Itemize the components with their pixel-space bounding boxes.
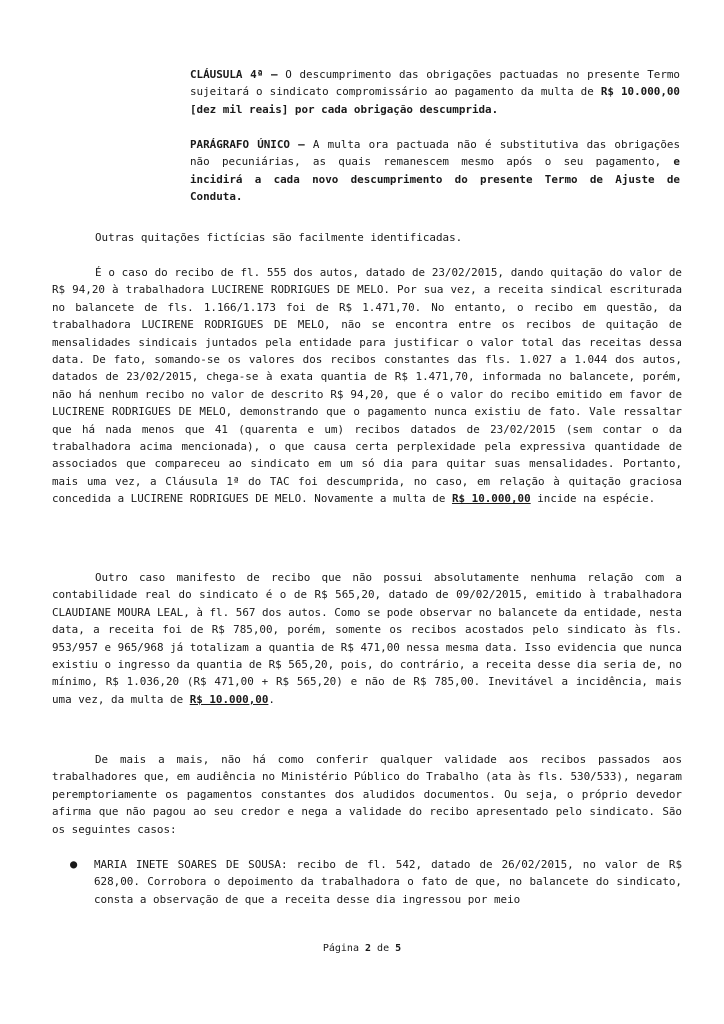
paragraph-lucirene-tail: incide na espécie. <box>530 492 656 506</box>
fine-amount-2: R$ 10.000,00 <box>189 692 269 706</box>
paragraph-lucirene-case <box>52 264 682 508</box>
paragrafo-unico-text: A multa ora pactuada não é substitutiva das obrigações não pecuniárias, as quais remanescem mesmo após o seu pagamento, <box>190 138 681 169</box>
footer-page-number: 2 <box>365 943 372 954</box>
footer-total-pages: 5 <box>395 943 402 954</box>
bullet-maria-inete: MARIA INETE SOARES DE SOUSA: recibo de fl. 542, datado de 26/02/2015, no valor de R$ 628,00. Corrobora o depoimento da trabalhadora o fato de que, no balancete do sindicato, consta a observação de que a receita desse dia ingressou por meio <box>94 858 682 906</box>
clause-4-penalty: R$ 10.000,00 [dez mil reais] por cada obrigação descumprida. <box>190 85 680 116</box>
paragraph-claudiane-case <box>52 569 682 708</box>
fine-amount-1: R$ 10.000,00 <box>451 492 531 506</box>
paragraph-outras-quitacoes: Outras quitações fictícias são facilmente identificadas. <box>95 231 463 244</box>
paragrafo-unico <box>190 136 680 206</box>
paragraph-claudiane-text: Outro caso manifesto de recibo que não possui absolutamente nenhuma relação com a contabilidade real do sindicato é o de R$ 565,20, datado de 09/02/2015, emitido à trabalhadora CLAUDIANE MOURA LEAL, à fl. 567 dos autos. Como se pode observar no balancete da entidade, nesta data, a receita foi de R$ 785,00, porém, somente os recibos acostados pelo sindicato às fls. 953/957 e 965/968 já totalizam a quantia de R$ 471,00 nessa mesma data. Isso evidencia que nunca existiu o ingresso da quantia de R$ 565,20, pois, do contrário, a receita desse dia seria de, no mínimo, R$ 1.036,20 (R$ 471,00 + R$ 565,20) e não de R$ 785,00. Inevitável a incidência, mais uma vez, da multa de <box>52 571 682 706</box>
paragraph-recibos-validade: De mais a mais, não há como conferir qualquer validade aos recibos passados aos trabalhadores que, em audiência no Ministério Público do Trabalho (ata às fls. 530/533), negaram peremptoriamente os pagamentos constantes dos aludidos documentos. Ou seja, o próprio devedor afirma que não pagou ao seu credor e nega a validade do recibo apresentado pelo sindicato. São os seguintes casos: <box>52 753 682 836</box>
clause-4-text: O descumprimento das obrigações pactuadas no presente Termo sujeitará o sindicato compromissário ao pagamento da multa de <box>190 68 680 99</box>
footer-prefix: Página <box>322 943 365 954</box>
paragraph-lucirene-text: É o caso do recibo de fl. 555 dos autos, datado de 23/02/2015, dando quitação do valor de R$ 94,20 à trabalhadora LUCIRENE RODRIGUES DE MELO. Por sua vez, a receita sindical escriturada no balancete de fls. 1.166/1.173 foi de R$ 1.471,70. No entanto, o recibo em questão, da trabalhadora LUCIRENE RODRIGUES DE MELO, não se encontra entre os recibos de quitação de mensalidades sindicais juntados pela entidade para justificar o valor total das receitas dessa data. De fato, somando-se os valores dos recibos constantes das fls. 1.027 a 1.044 dos autos, datados de 23/02/2015, chega-se à exata quantia de R$ 1.471,70, informada no balancete, porém, não há nenhum recibo no valor de descrito R$ 94,20, que é o valor do recibo emitido em favor de LUCIRENE RODRIGUES DE MELO, demonstrando que o pagamento nunca existiu de fato. Vale ressaltar que há nada menos que 41 (quarenta e um) recibos datados de 23/02/2015 (sem contar o da trabalhadora acima mencionada), o que causa certa perplexidade pela expressiva quantidade de associados que compareceu ao sindicato em um só dia para quitar suas mensalidades. Portanto, mais uma vez, a Cláusula 1ª do TAC foi descumprida, no caso, em relação à quitação graciosa concedida a LUCIRENE RODRIGUES DE MELO. Novamente a multa de <box>52 266 682 506</box>
paragraph-claudiane-tail: . <box>268 692 275 706</box>
paragrafo-unico-label: PARÁGRAFO ÚNICO – <box>190 138 305 151</box>
clause-4-label: CLÁUSULA 4ª – <box>190 68 278 81</box>
paragrafo-unico-bold: e incidirá a cada novo descumprimento do presente Termo de Ajuste de Conduta. <box>190 155 680 204</box>
bullet-icon: ● <box>70 857 78 871</box>
clause-4-paragraph <box>190 66 680 118</box>
bullet-list-item <box>52 856 682 908</box>
footer-mid: de <box>371 943 396 954</box>
page-footer <box>0 940 724 957</box>
